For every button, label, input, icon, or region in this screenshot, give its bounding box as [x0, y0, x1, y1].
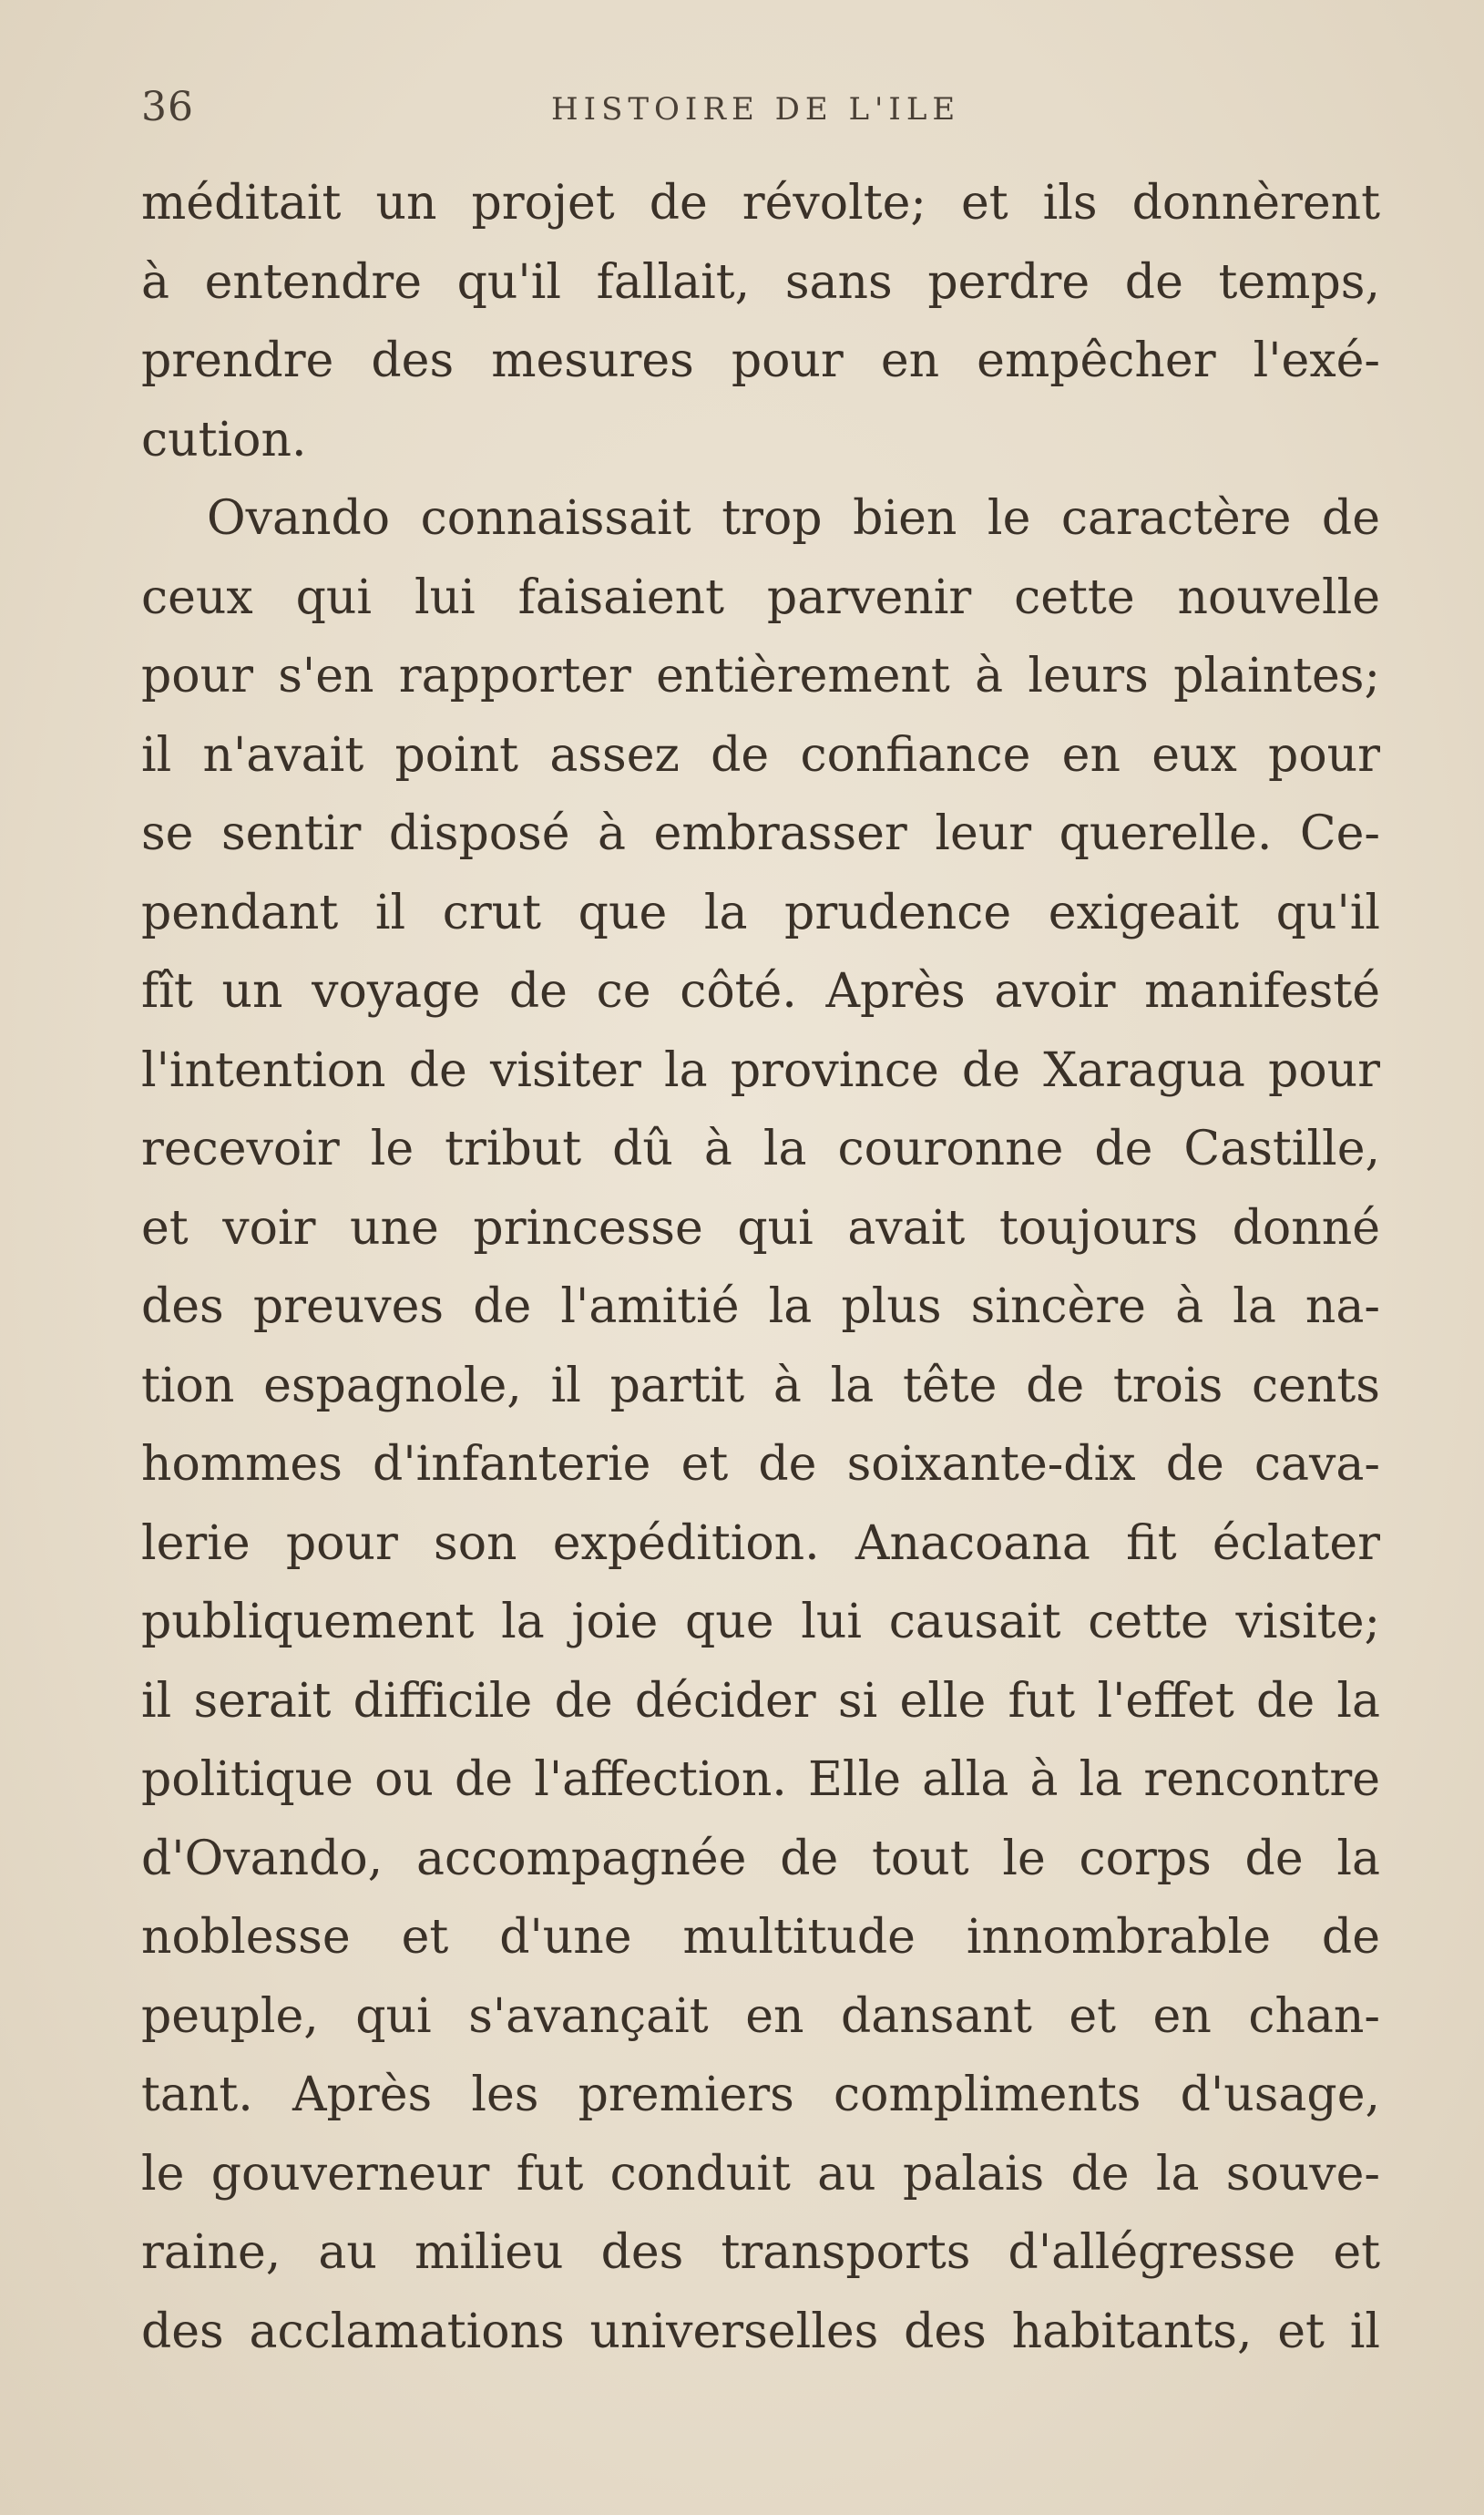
text-line: prendre des mesures pour en empêcher l'exé- [141, 334, 1380, 388]
text-line: méditait un projet de révolte; et ils donnèrent [141, 176, 1380, 231]
body-text [141, 164, 1380, 2371]
text-line: noblesse et d'une multitude innombrable de [141, 1910, 1380, 1965]
text-line: à entendre qu'il fallait, sans perdre de temps, [141, 254, 1380, 310]
text-line: Ovando connaissait trop bien le caractère de [207, 491, 1380, 546]
text-line: ceux qui lui faisaient parvenir cette nouvelle [141, 570, 1380, 625]
text-line: des acclamations universelles des habitants, et il [141, 2304, 1380, 2359]
text-line: publiquement la joie que lui causait cette visite; [141, 1595, 1380, 1649]
text-line: raine, au milieu des transports d'allégresse et [141, 2225, 1380, 2280]
text-line: politique ou de l'affection. Elle alla à la rencontre [141, 1752, 1380, 1807]
text-line: et voir une princesse qui avait toujours donné [141, 1200, 1380, 1256]
text-line: fît un voyage de ce côté. Après avoir manifesté [141, 964, 1380, 1019]
text-line: tion espagnole, il partit à la tête de trois cents [141, 1358, 1380, 1413]
text-line: tant. Après les premiers compliments d'usage, [141, 2068, 1380, 2122]
text-line: des preuves de l'amitié la plus sincère à la na- [141, 1279, 1380, 1334]
text-line: pendant il crut que la prudence exigeait qu'il [141, 885, 1380, 940]
text-line: lerie pour son expédition. Anacoana fit éclater [141, 1515, 1380, 1571]
text-line: l'intention de visiter la province de Xaragua pour [141, 1042, 1380, 1098]
text-line: recevoir le tribut dû à la couronne de Castille, [141, 1122, 1380, 1176]
running-title: HISTOIRE DE L'ILE [551, 91, 961, 128]
text-line: peuple, qui s'avançait en dansant et en chan- [141, 1988, 1380, 2044]
text-line: cution. [141, 412, 307, 467]
text-line: pour s'en rapporter entièrement à leurs plaintes; [141, 649, 1380, 703]
text-line: se sentir disposé à embrasser leur querelle. Ce- [141, 806, 1380, 861]
running-head [141, 84, 1380, 139]
text-line: le gouverneur fut conduit au palais de la souve- [141, 2146, 1380, 2202]
text-line: il serait difficile de décider si elle fut l'effet de la [141, 1673, 1380, 1729]
text-line: il n'avait point assez de confiance en eux pour [141, 727, 1380, 783]
text-line: hommes d'infanterie et de soixante-dix de cava- [141, 1437, 1380, 1492]
page-number: 36 [141, 84, 194, 130]
text-line: d'Ovando, accompagnée de tout le corps de la [141, 1831, 1380, 1886]
